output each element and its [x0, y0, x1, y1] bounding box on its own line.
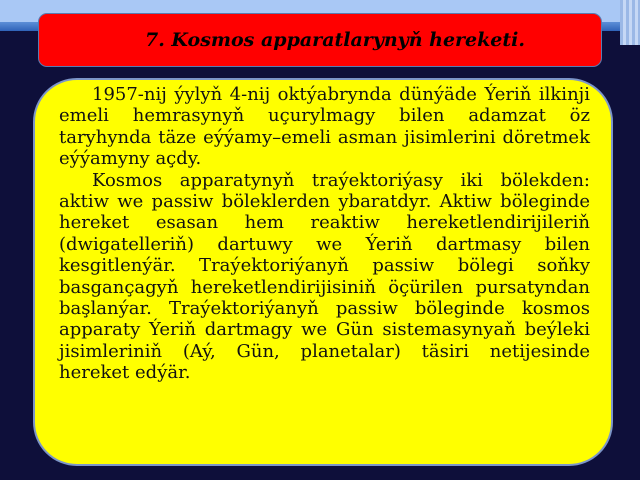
- paragraph: 1957-nij ýylyň 4-nij oktýabrynda dünýäde Ýeriň ilkinji emeli hemrasynyň uçurylmagy bilen adamzat öz taryhynda täze eýýamy–emeli asman jisimlerini döretmek eýýamyny açdy.: [59, 84, 590, 170]
- right-stripes-decoration: [620, 0, 640, 45]
- slide-title: 7. Kosmos apparatlarynyň hereketi.: [144, 29, 526, 51]
- paragraph: Kosmos apparatynyň traýektoriýasy iki bölekden: aktiw we passiw böleklerden ybaratdyr. Aktiw böleginde hereket esasan hem reaktiw hereketlendirijileriň (dwigatelleriň) dartuwy we Ýeriň dartmasy bilen kesgitlenýär. Traýektoriýanyň passiw bölegi soňky basgançagyň hereketlendirijisiniň öçürilen pursatyndan başlanýar. Traýektoriýanyň passiw böleginde kosmos apparaty Ýeriň dartmagy we Gün sistemasynyaň beýleki jisimleriniň (Aý, Gün, planetalar) täsiri netijesinde hereket edýär.: [59, 169, 590, 384]
- slide-title-box: [38, 13, 602, 67]
- slide-body-text: [59, 84, 590, 384]
- slide-content-box: [33, 78, 613, 466]
